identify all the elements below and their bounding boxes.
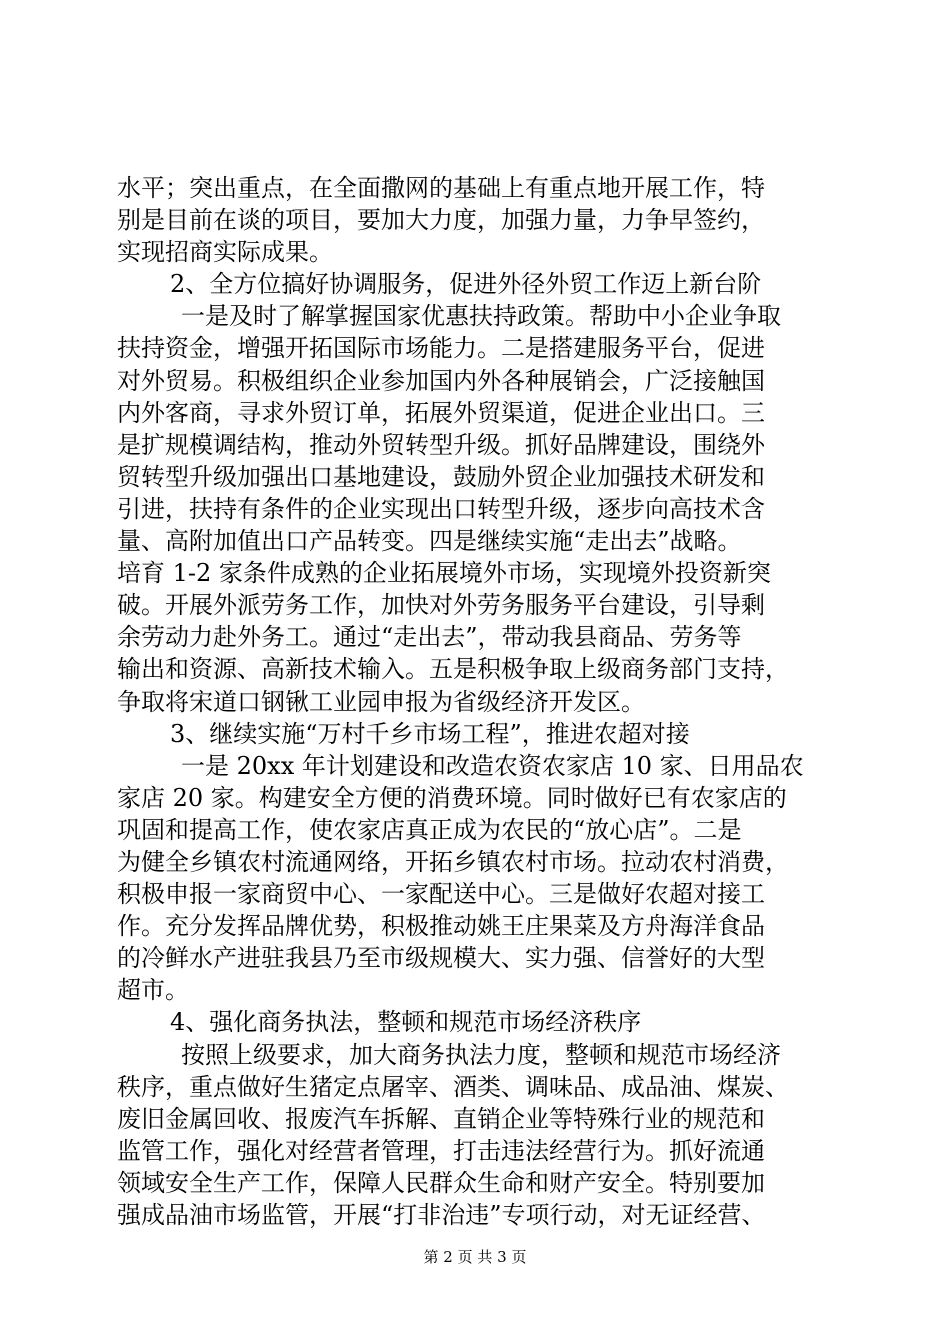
section-heading: 2、全方位搞好协调服务，促进外径外贸工作迈上新台阶	[170, 270, 762, 299]
text-line: 别是目前在谈的项目，要加大力度，加强力量，力争早签约，	[117, 206, 765, 235]
text-line: 是扩规模调结构，推动外贸转型升级。抓好品牌建设，围绕外	[117, 430, 765, 459]
text-line: 一是及时了解掌握国家优惠扶持政策。帮助中小企业争取	[181, 302, 781, 331]
text-line: 对外贸易。积极组织企业参加国内外各种展销会，广泛接触国	[117, 366, 765, 395]
text-line: 秩序，重点做好生猪定点屠宰、酒类、调味品、成品油、煤炭、	[117, 1072, 789, 1101]
text-line: 实现招商实际成果。	[117, 238, 333, 267]
text-line: 余劳动力赴外务工。通过“走出去”，带动我县商品、劳务等	[117, 623, 742, 652]
text-line: 家店 20 家。构建安全方便的消费环境。同时做好已有农家店的	[117, 783, 787, 812]
text-line: 贸转型升级加强出口基地建设，鼓励外贸企业加强技术研发和	[117, 462, 765, 491]
section-heading: 4、强化商务执法，整顿和规范市场经济秩序	[170, 1008, 642, 1037]
text-line: 超市。	[117, 976, 189, 1005]
text-line: 输出和资源、高新技术输入。五是积极争取上级商务部门支持，	[117, 655, 789, 684]
text-line: 争取将宋道口钢锹工业园申报为省级经济开发区。	[117, 687, 645, 716]
text-line: 废旧金属回收、报废汽车拆解、直销企业等特殊行业的规范和	[117, 1104, 765, 1133]
text-line: 培育 1-2 家条件成熟的企业拓展境外市场，实现境外投资新突	[117, 559, 771, 588]
section-heading: 3、继续实施“万村千乡市场工程”，推进农超对接	[170, 719, 690, 748]
text-line: 为健全乡镇农村流通网络，开拓乡镇农村市场。拉动农村消费，	[117, 847, 789, 876]
document-body	[117, 172, 849, 1231]
text-line: 破。开展外派劳务工作，加快对外劳务服务平台建设，引导剩	[117, 591, 765, 620]
page-footer: 第 2 页 共 3 页	[423, 1248, 527, 1266]
text-line: 强成品油市场监管，开展“打非治违”专项行动，对无证经营、	[117, 1201, 766, 1229]
text-line: 作。充分发挥品牌优势，积极推动姚王庄果菜及方舟海洋食品	[117, 912, 765, 941]
text-line: 按照上级要求，加大商务执法力度，整顿和规范市场经济	[181, 1040, 781, 1069]
text-line: 扶持资金，增强开拓国际市场能力。二是搭建服务平台，促进	[117, 334, 765, 363]
text-line: 监管工作，强化对经营者管理，打击违法经营行为。抓好流通	[117, 1136, 765, 1165]
text-line: 巩固和提高工作，使农家店真正成为农民的“放心店”。二是	[117, 815, 742, 844]
text-line: 一是 20xx 年计划建设和改造农资农家店 10 家、日用品农	[181, 751, 804, 780]
text-line: 引进，扶持有条件的企业实现出口转型升级，逐步向高技术含	[117, 494, 765, 523]
text-line: 水平；突出重点，在全面撒网的基础上有重点地开展工作，特	[117, 174, 765, 202]
text-line: 领域安全生产工作，保障人民群众生命和财产安全。特别要加	[117, 1168, 765, 1197]
text-line: 内外客商，寻求外贸订单，拓展外贸渠道，促进企业出口。三	[117, 398, 765, 427]
text-line: 积极申报一家商贸中心、一家配送中心。三是做好农超对接工	[117, 880, 765, 909]
text-line: 的冷鲜水产进驻我县乃至市级规模大、实力强、信誉好的大型	[117, 944, 765, 973]
text-line: 量、高附加值出口产品转变。四是继续实施“走出去”战略。	[117, 527, 742, 556]
